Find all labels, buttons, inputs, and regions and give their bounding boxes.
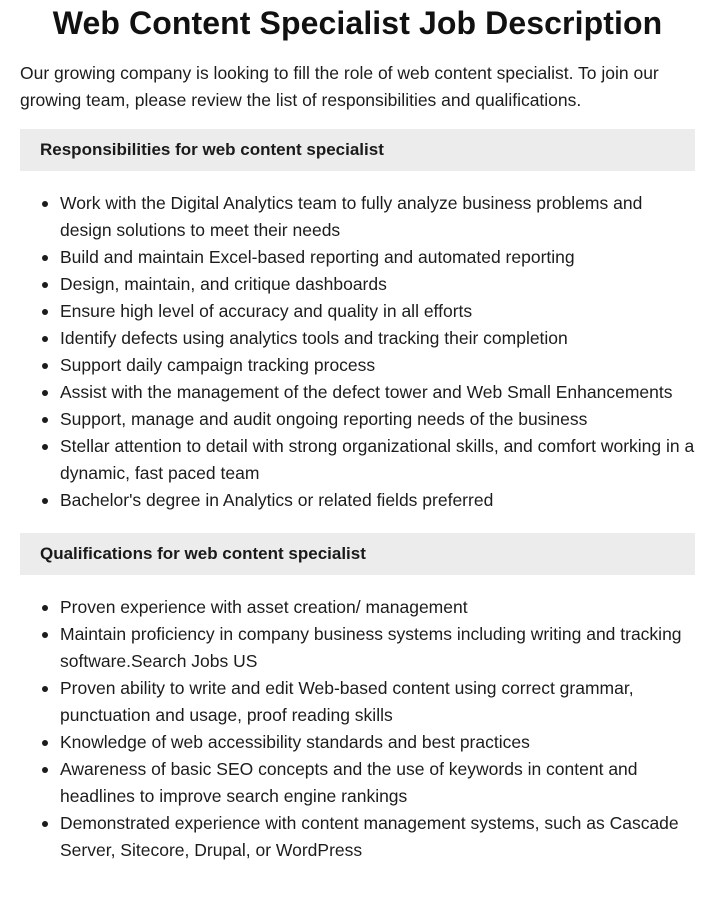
bullet-icon [42, 255, 48, 261]
list-item-text: Maintain proficiency in company business systems including writing and tracking software.Search Jobs US [60, 624, 682, 671]
bullet-icon [42, 390, 48, 396]
bullet-icon [42, 605, 48, 611]
list-item [60, 244, 695, 271]
bullet-icon [42, 632, 48, 638]
list-item-text: Proven ability to write and edit Web-based content using correct grammar, punctuation and usage, proof reading skills [60, 678, 634, 725]
list-item [60, 675, 695, 729]
responsibilities-heading: Responsibilities for web content specialist [20, 129, 695, 171]
list-item-text: Assist with the management of the defect tower and Web Small Enhancements [60, 382, 673, 402]
list-item-text: Bachelor's degree in Analytics or related fields preferred [60, 490, 494, 510]
list-item [60, 271, 695, 298]
bullet-icon [42, 444, 48, 450]
list-item [60, 621, 695, 675]
list-item-text: Support, manage and audit ongoing reporting needs of the business [60, 409, 588, 429]
bullet-icon [42, 417, 48, 423]
bullet-icon [42, 821, 48, 827]
bullet-icon [42, 740, 48, 746]
list-item [60, 352, 695, 379]
list-item [60, 433, 695, 487]
list-item-text: Work with the Digital Analytics team to fully analyze business problems and design solutions to meet their needs [60, 193, 643, 240]
list-item [60, 594, 695, 621]
list-item-text: Build and maintain Excel-based reporting and automated reporting [60, 247, 575, 267]
list-item [60, 325, 695, 352]
list-item [60, 406, 695, 433]
bullet-icon [42, 686, 48, 692]
qualifications-heading: Qualifications for web content specialist [20, 533, 695, 575]
list-item [60, 810, 695, 864]
list-item-text: Support daily campaign tracking process [60, 355, 376, 375]
list-item [60, 729, 695, 756]
bullet-icon [42, 309, 48, 315]
qualifications-list [20, 594, 695, 864]
bullet-icon [42, 282, 48, 288]
list-item-text: Knowledge of web accessibility standards and best practices [60, 732, 530, 752]
bullet-icon [42, 767, 48, 773]
bullet-icon [42, 201, 48, 207]
list-item-text: Identify defects using analytics tools and tracking their completion [60, 328, 568, 348]
list-item [60, 379, 695, 406]
page-title: Web Content Specialist Job Description [52, 5, 663, 41]
list-item-text: Awareness of basic SEO concepts and the use of keywords in content and headlines to improve search engine rankings [60, 759, 638, 806]
bullet-icon [42, 498, 48, 504]
list-item-text: Stellar attention to detail with strong organizational skills, and comfort working in a dynamic, fast paced team [60, 436, 695, 483]
list-item-text: Ensure high level of accuracy and quality in all efforts [60, 301, 473, 321]
list-item [60, 487, 695, 514]
bullet-icon [42, 363, 48, 369]
bullet-icon [42, 336, 48, 342]
list-item [60, 298, 695, 325]
list-item-text: Proven experience with asset creation/ management [60, 597, 468, 617]
intro-paragraph: Our growing company is looking to fill the role of web content specialist. To join our growing team, please review the list of responsibilities and qualifications. [20, 63, 659, 110]
list-item [60, 756, 695, 810]
responsibilities-list [20, 190, 695, 514]
list-item-text: Design, maintain, and critique dashboards [60, 274, 387, 294]
list-item-text: Demonstrated experience with content management systems, such as Cascade Server, Sitecore, Drupal, or WordPress [60, 813, 679, 860]
list-item [60, 190, 695, 244]
